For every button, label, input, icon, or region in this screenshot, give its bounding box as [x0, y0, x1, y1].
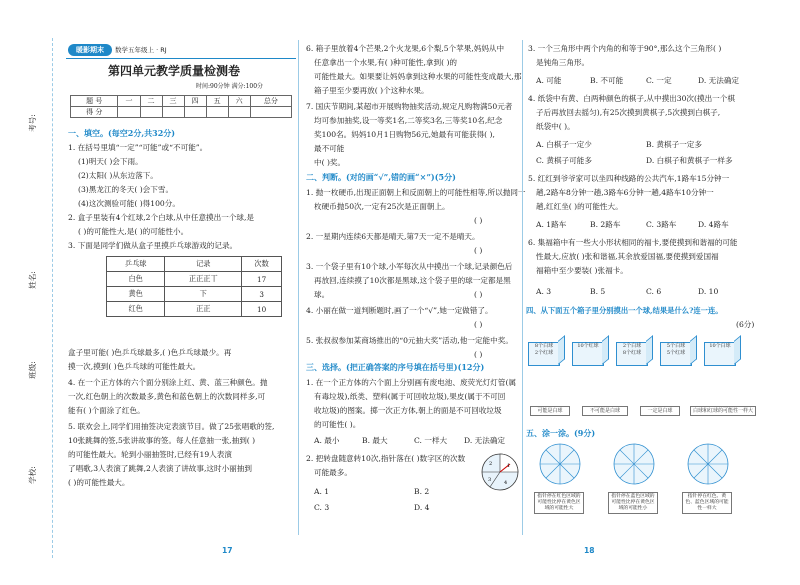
- choice6-opt: B. 5: [590, 287, 606, 296]
- judge-paren[interactable]: ( ): [474, 216, 483, 225]
- wheel-caption: 指针停在红色、黄色、蓝色区域的可能性一样大: [682, 492, 732, 514]
- score-header: 总分: [250, 96, 291, 107]
- result-label[interactable]: 可能是白球: [530, 406, 570, 416]
- q7-line: 中( )奖。: [314, 158, 346, 167]
- choice4-line: 纸袋中( )。: [536, 122, 575, 131]
- q6-line: 6. 箱子里放着4个芒果,2个火龙果,6个梨,5个苹果,妈妈从中: [306, 44, 505, 53]
- section5-title: 五、涂一涂。(9分): [526, 428, 596, 438]
- sidebar-school: 学校:: [27, 466, 37, 484]
- pp-cell: 红色: [107, 302, 165, 317]
- q3-after: 盒子里可能( )色乒乓球最多,( )色乒乓球最少。再: [68, 348, 232, 357]
- choice2-line: 可能最多。: [314, 468, 352, 477]
- choice5-opt: A. 1路车: [536, 220, 567, 229]
- q5-line: 的可能性最大。轮到小丽抽签时,已经有19人表演: [68, 450, 232, 459]
- time-info: 时间:90分钟 满分:100分: [196, 83, 264, 90]
- q7-line: 均可参加抽奖,设一等奖1名,二等奖3名,三等奖10名,纪念: [314, 116, 503, 125]
- q3-text: 3. 下面是同学们做从盒子里摸乒乓球游戏的记录。: [68, 241, 238, 250]
- choice1-opt: B. 最大: [362, 436, 388, 445]
- choice3-opt: A. 可能: [536, 76, 562, 85]
- pingpong-table: [106, 256, 282, 317]
- spinner-wheel[interactable]: [612, 442, 656, 486]
- judge-4: 4. 小丽在做一道判断题时,画了一个“√”,她一定做错了。: [306, 306, 493, 315]
- q5-line: 5. 联欢会上,同学们用抽签决定表演节目。做了25张唱歌的签,: [68, 422, 275, 431]
- pp-header: 乒乓球: [107, 257, 165, 272]
- subject-label: 数学五年级上 · RJ: [115, 46, 167, 54]
- pp-cell: 白色: [107, 272, 165, 287]
- choice1-line: 1. 在一个正方体的六个面上分别画有废电池、废荧光灯灯管(属: [306, 378, 517, 387]
- choice4-line: 子后再放回去摇匀),有25次摸到黄棋子,5次摸到白棋子,: [536, 108, 721, 117]
- judge-1: 1. 抛一枚硬币,出现正面朝上和反面朝上的可能性相等,所以抛同一: [306, 188, 526, 197]
- judge-paren[interactable]: ( ): [474, 290, 483, 299]
- choice5-opt: B. 2路车: [590, 220, 621, 229]
- choice1-opt: A. 最小: [314, 436, 340, 445]
- section4-title: 四、从下面五个箱子里分别摸出一个球,结果是什么?连一连。: [526, 306, 723, 315]
- ball-box: 8个白球 2个红球: [528, 342, 560, 366]
- spinner-number: 2: [489, 461, 493, 467]
- score-header: 五: [206, 96, 228, 107]
- q7-line: 奖100名。妈妈10月1日购物56元,她最有可能获得( ),: [314, 130, 495, 139]
- q4-line: 一次,红色朝上的次数最多,黄色和蓝色朝上的次数同样多,可: [68, 392, 266, 401]
- choice6-line: 6. 集福箱中有一些大小形状相同的福卡,要使摸到和谐福的可能: [528, 238, 738, 247]
- choice1-opt: D. 无法确定: [464, 436, 506, 445]
- choice6-line: 福箱中至少要装( )张福卡。: [536, 266, 628, 275]
- q6-line: 箱子里至少要再放( )个这种水果。: [314, 86, 429, 95]
- choice2-opt: A. 1: [314, 487, 330, 496]
- choice1-line: 的可能性( )。: [314, 420, 361, 429]
- choice4-opt: C. 黄棋子可能多: [536, 156, 592, 165]
- choice2-opt: D. 4: [414, 503, 430, 512]
- q7-line: 最不可能: [314, 144, 345, 153]
- q2-line: ( )的可能性大,是( )的可能性小。: [78, 227, 189, 236]
- spinner-number: 3: [488, 477, 492, 483]
- result-label[interactable]: 白球和红球的可能性一样大: [690, 406, 756, 416]
- choice3-line: 是钝角三角形。: [536, 58, 590, 67]
- spinner-number: 4: [504, 480, 508, 486]
- choice6-opt: A. 3: [536, 287, 552, 296]
- page-number-left: 17: [222, 546, 233, 555]
- score-row-label: 得 分: [71, 107, 118, 118]
- spinner-wheel[interactable]: [686, 442, 730, 486]
- judge-paren[interactable]: ( ): [474, 320, 483, 329]
- spinner-number: 1: [507, 463, 511, 469]
- q4-line: 4. 在一个正方体的六个面分别涂上红、黄、蓝三种颜色。抛: [68, 378, 268, 387]
- pp-cell: 17: [242, 272, 282, 287]
- header-rule: [66, 58, 296, 59]
- q1-item: (2)太阳( )从东边落下。: [78, 171, 158, 180]
- choice4-opt: D. 白棋子和黄棋子一样多: [646, 156, 733, 165]
- score-header: 一: [118, 96, 140, 107]
- seal-line: [52, 38, 53, 558]
- judge-3: 再放回,连续摸了10次都是黑球,这个袋子里的球一定都是黑: [314, 276, 511, 285]
- choice3-opt: D. 无法确定: [698, 76, 740, 85]
- spinner-diagram: [480, 452, 520, 492]
- sidebar-name: 姓名:: [27, 271, 37, 289]
- choice6-opt: C. 6: [646, 287, 662, 296]
- choice5-opt: C. 3路车: [646, 220, 677, 229]
- q3-after: 摸一次,摸到( )色乒乓球的可能性最大。: [68, 362, 201, 371]
- judge-3: 球。: [314, 290, 330, 299]
- q2-line: 2. 盒子里装有4个红球,2个白球,从中任意摸出一个球,是: [68, 213, 255, 222]
- score-header: 三: [162, 96, 184, 107]
- q1-item: (4)这次测验可能( )得100分。: [78, 199, 180, 208]
- judge-paren[interactable]: ( ): [474, 350, 483, 359]
- sidebar-exam-no: 考号:: [27, 114, 37, 132]
- column-divider: [522, 40, 523, 535]
- score-header: 二: [140, 96, 162, 107]
- q4-line: 能有( )个面涂了红色。: [68, 406, 145, 415]
- q1-item: (3)黑龙江的冬天( )会下雪。: [78, 185, 174, 194]
- pp-cell: 黄色: [107, 287, 165, 302]
- pp-cell: 10: [242, 302, 282, 317]
- choice2-opt: B. 2: [414, 487, 430, 496]
- choice2-line: 2. 把转盘随意转10次,指针落在( )数字区的次数: [306, 454, 466, 463]
- choice6-line: 性最大,应放( )张和谐福,其余放爱国福,要使摸到爱国福: [536, 252, 719, 261]
- choice5-opt: D. 4路车: [698, 220, 729, 229]
- judge-1: 枚硬币抛50次,一定有25次是正面朝上。: [314, 202, 450, 211]
- wheel-caption: 指针停在红色区域的可能性比停在黄色区域的可能性大: [534, 492, 584, 514]
- choice1-line: 有毒垃圾),纸类、塑料(属于可回收垃圾),果皮(属于不可回: [314, 392, 506, 401]
- judge-3: 3. 一个袋子里有10个球,小军每次从中摸出一个球,记录颜色后: [306, 262, 513, 271]
- choice5-line: 趟,2路车8分钟一趟,3路车6分钟一趟,4路车10分钟一: [536, 188, 714, 197]
- choice3-opt: C. 一定: [646, 76, 672, 85]
- q6-line: 任意拿出一个水果,有( )种可能性,拿到( )的: [314, 58, 458, 67]
- q7-line: 7. 国庆节期间,某超市开展购物抽奖活动,规定凡购物满50元者: [306, 102, 513, 111]
- pp-header: 次数: [242, 257, 282, 272]
- q5-line: ( )的可能性最大。: [68, 478, 130, 487]
- sidebar-class: 班级:: [27, 361, 37, 379]
- choice2-opt: C. 3: [314, 503, 330, 512]
- pp-cell: 正正: [165, 302, 242, 317]
- pp-cell: 3: [242, 287, 282, 302]
- choice3-line: 3. 一个三角形中两个内角的和等于90°,那么这个三角形( ): [528, 44, 722, 53]
- section4-score: (6分): [736, 320, 755, 329]
- pp-cell: 正正正丅: [165, 272, 242, 287]
- result-label[interactable]: 一定是白球: [640, 406, 680, 416]
- section1-title: 一、填空。(每空2分,共32分): [68, 128, 176, 138]
- pp-cell: 下: [165, 287, 242, 302]
- choice5-line: 趟,红红坐( )的可能性大。: [536, 202, 623, 211]
- choice3-opt: B. 不可能: [590, 76, 624, 85]
- result-label[interactable]: 不可能是白球: [582, 406, 628, 416]
- ball-box: 2个白球 8个红球: [616, 342, 648, 366]
- q6-line: 可能性最大。如果要让妈妈拿到这种水果的可能性变成最大,那: [314, 72, 522, 81]
- choice4-line: 4. 纸袋中有黄、白两种颜色的棋子,从中摸出30次(摸出一个棋: [528, 94, 735, 103]
- page-number-right: 18: [584, 546, 595, 555]
- score-header: 六: [228, 96, 250, 107]
- score-table: [70, 95, 292, 118]
- choice1-opt: C. 一样大: [414, 436, 448, 445]
- q1-item: (1)明天( )会下雨。: [78, 157, 143, 166]
- score-header: 题 号: [71, 96, 118, 107]
- section2-title: 二、判断。(对的画“√”,错的画“×”)(5分): [306, 172, 456, 182]
- judge-5: 5. 张叔叔参加某商场推出的“0元抽大奖”活动,他一定能中奖。: [306, 336, 513, 345]
- ball-box: 5个白球 5个红球: [660, 342, 692, 366]
- choice4-opt: B. 黄棋子一定多: [646, 140, 702, 149]
- choice6-opt: D. 10: [698, 287, 719, 296]
- q5-line: 10张跳舞的签,5张讲故事的签。每人任意抽一张,抽到( ): [68, 436, 256, 445]
- pp-header: 记录: [165, 257, 242, 272]
- judge-paren[interactable]: ( ): [474, 246, 483, 255]
- q5-line: 了唱歌,3人表演了跳舞,2人表演了讲故事,这时小丽抽到: [68, 464, 252, 473]
- choice1-line: 收垃圾)的图案。掷一次正方体,朝上的面是不可回收垃圾: [314, 406, 502, 415]
- section3-title: 三、选择。(把正确答案的序号填在括号里)(12分): [306, 362, 485, 372]
- brand-logo: 暖影期末: [68, 44, 112, 56]
- page-title: 第四单元教学质量检测卷: [108, 64, 241, 78]
- ball-box: 10个红球: [572, 342, 604, 366]
- ball-box: 10个白球: [704, 342, 736, 366]
- spinner-wheel[interactable]: [538, 442, 582, 486]
- column-divider: [298, 40, 299, 535]
- choice4-opt: A. 白棋子一定少: [536, 140, 592, 149]
- wheel-caption: 指针停在蓝色区域的可能性比停在黄色区域的可能性小: [608, 492, 658, 514]
- choice5-line: 5. 红红到爷爷家可以坐四种线路的公共汽车,1路车15分钟一: [528, 174, 730, 183]
- judge-2: 2. 一星期内连续6天都是晴天,第7天一定不是晴天。: [306, 232, 480, 241]
- score-header: 四: [184, 96, 206, 107]
- q1-text: 1. 在括号里填“一定”“可能”或“不可能”。: [68, 143, 208, 152]
